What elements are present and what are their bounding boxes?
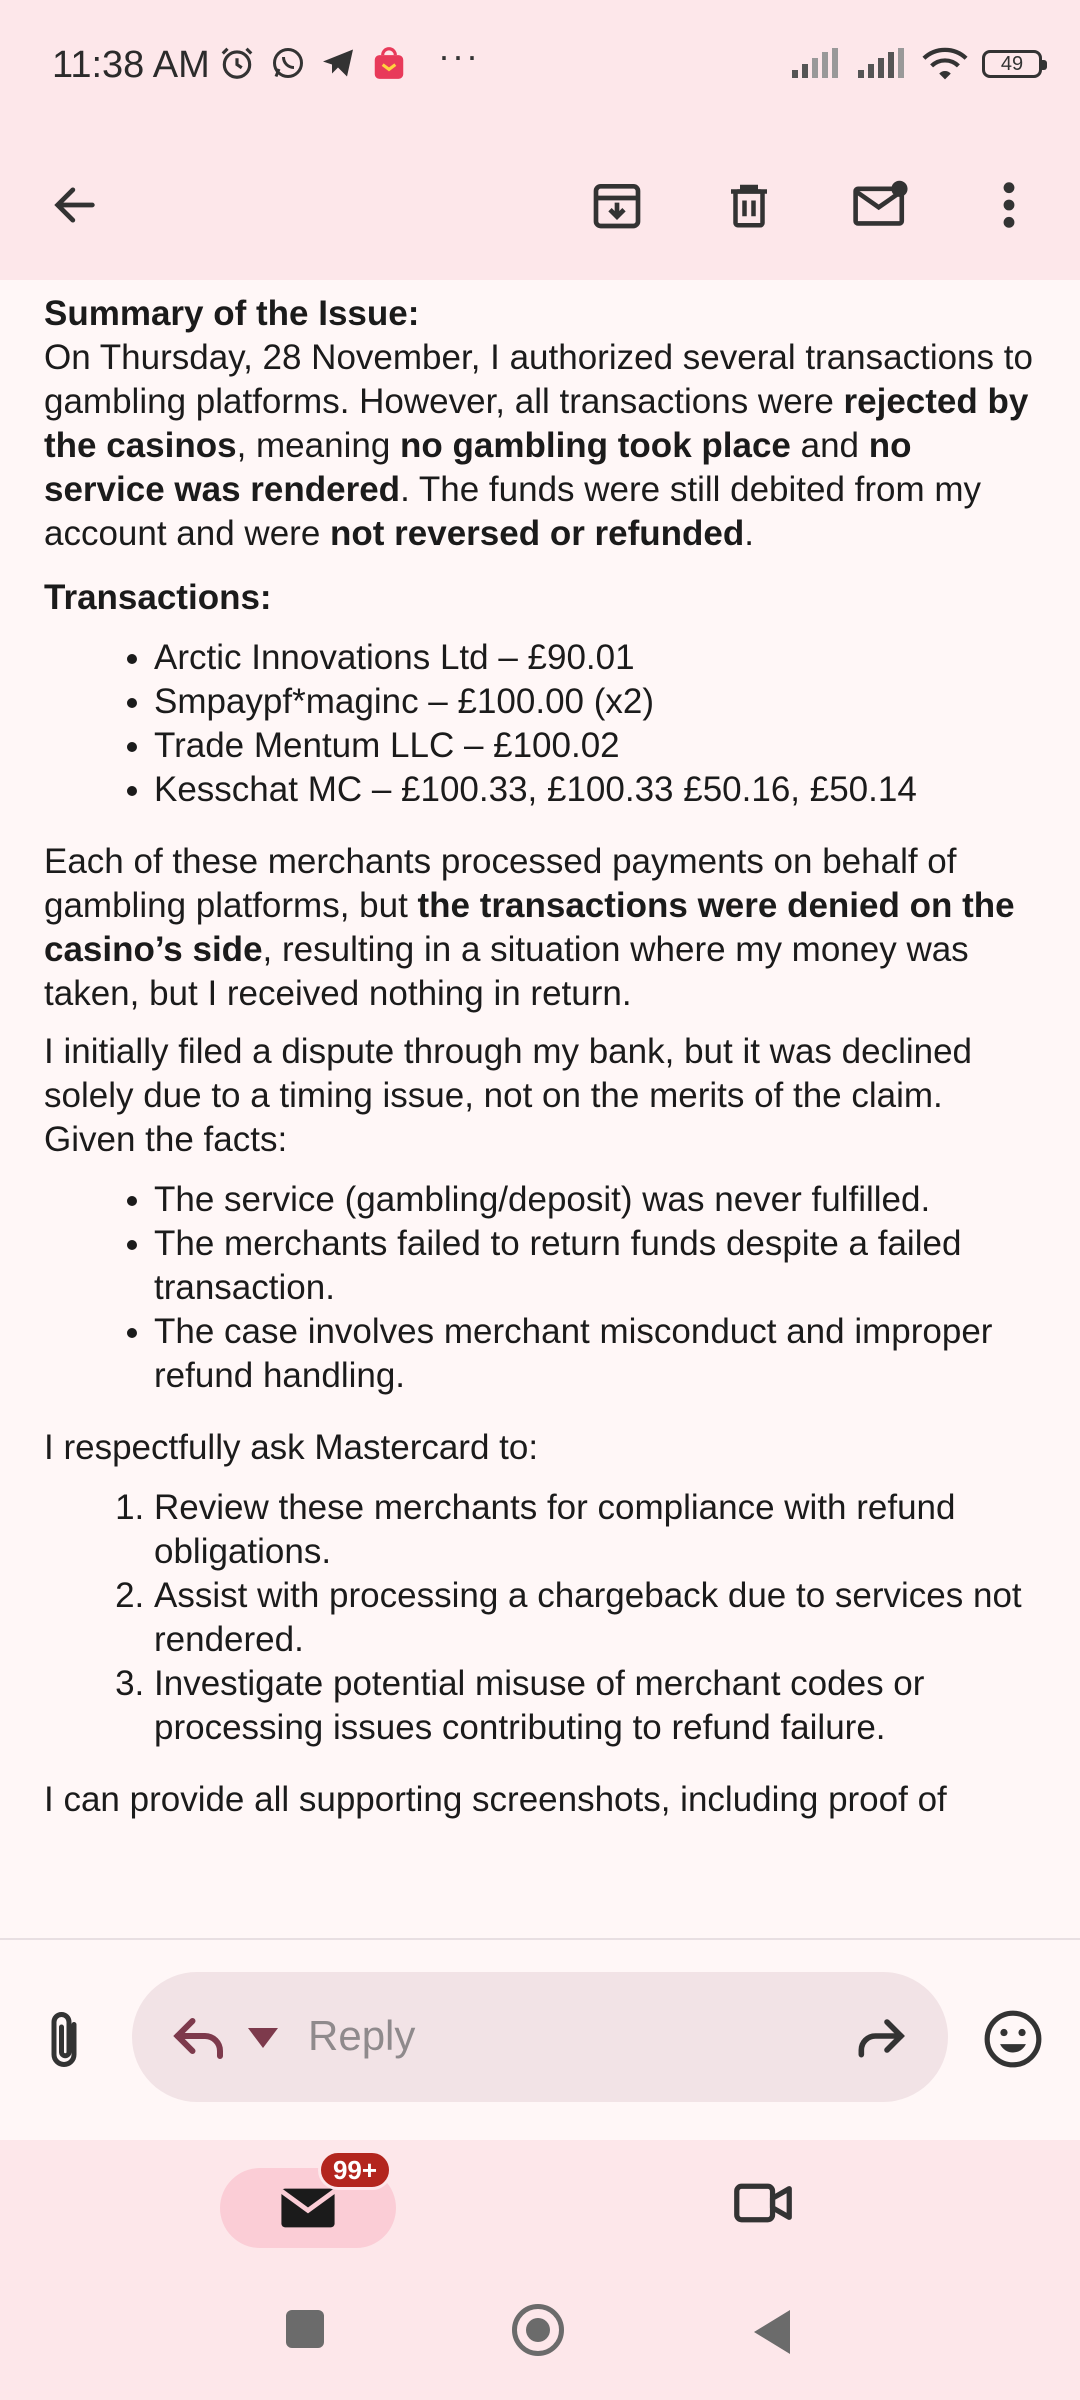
system-back-button[interactable]	[754, 2310, 790, 2354]
recent-apps-button[interactable]	[286, 2310, 324, 2348]
list-item: • The case involves merchant misconduct and improper refund handling.	[154, 1310, 1036, 1398]
emoji-button[interactable]	[982, 2008, 1044, 2075]
asks-list	[44, 1486, 1036, 1750]
whatsapp-icon	[270, 45, 306, 81]
system-status-icons	[790, 46, 1042, 82]
attach-button[interactable]	[34, 2006, 94, 2078]
back-arrow-icon	[49, 179, 101, 231]
list-item: • Kesschat MC – £100.33, £100.33 £50.16, £50.14	[154, 768, 1036, 812]
video-camera-icon	[732, 2178, 794, 2228]
transactions-list	[44, 636, 1036, 812]
list-item: • The service (gambling/deposit) was never fulfilled.	[154, 1178, 1036, 1222]
paperclip-icon	[34, 2006, 94, 2078]
reply-button[interactable]	[170, 2010, 230, 2067]
list-item: • Trade Mentum LLC – £100.02	[154, 724, 1036, 768]
forward-button[interactable]	[852, 2010, 908, 2067]
reply-placeholder: Reply	[308, 2012, 416, 2059]
battery-icon: 49	[982, 50, 1042, 78]
notification-icons	[218, 35, 480, 82]
summary-heading: Summary of the Issue:	[44, 294, 420, 333]
email-toolbar	[0, 130, 1080, 280]
list-item: • Smpaypf*maginc – £100.00 (x2)	[154, 680, 1036, 724]
home-button[interactable]	[512, 2304, 564, 2356]
telegram-icon	[320, 45, 356, 81]
list-item: 2. Assist with processing a chargeback due to services not rendered.	[154, 1574, 1036, 1662]
closing-paragraph: I can provide all supporting screenshots, including proof of	[44, 1780, 947, 1819]
list-item: 3. Investigate potential misuse of merchant codes or processing issues contributing to refund failure.	[154, 1662, 1036, 1750]
reply-bar	[0, 1940, 1080, 2140]
signal-icon	[790, 48, 842, 80]
reply-options-dropdown[interactable]	[248, 2028, 278, 2053]
status-bar	[0, 0, 1080, 130]
wifi-icon	[922, 46, 968, 82]
email-body[interactable]	[0, 280, 1080, 1940]
merchants-paragraph: Each of these merchants processed payments on behalf of gambling platforms, but the transactions were denied on the casino’s side, resulting in a situation where my money was taken, but I received nothing in return.	[44, 842, 1015, 1013]
unread-badge: 99+	[318, 2150, 392, 2190]
facts-list	[44, 1178, 1036, 1398]
transactions-heading: Transactions:	[44, 578, 272, 617]
archive-icon	[589, 177, 645, 233]
status-time: 11:38 AM	[52, 44, 210, 86]
more-options-button[interactable]	[964, 160, 1054, 250]
ask-paragraph: I respectfully ask Mastercard to:	[44, 1428, 539, 1467]
delete-button[interactable]	[704, 160, 794, 250]
forward-icon	[852, 2010, 908, 2062]
emoji-icon	[982, 2008, 1044, 2070]
list-item: • Arctic Innovations Ltd – £90.01	[154, 636, 1036, 680]
signal-icon-2	[856, 48, 908, 80]
dispute-paragraph: I initially filed a dispute through my bank, but it was declined solely due to a timing issue, not on the merits of the claim. Given the facts:	[44, 1032, 973, 1159]
bottom-navigation	[0, 2140, 1080, 2300]
delete-icon	[722, 177, 776, 233]
shopping-bag-icon	[370, 44, 408, 82]
reply-field[interactable]	[132, 1972, 948, 2102]
reply-icon	[170, 2010, 230, 2062]
summary-paragraph: Summary of the Issue: On Thursday, 28 November, I authorized several transactions to gambling platforms. However, all transactions were rejected by the casinos, meaning no gambling took place and no service was rendered. The funds were still debited from my account and were not reversed or refunded.	[44, 294, 1033, 553]
archive-button[interactable]	[572, 160, 662, 250]
meet-tab[interactable]	[732, 2178, 794, 2233]
list-item: • The merchants failed to return funds despite a failed transaction.	[154, 1222, 1036, 1310]
caret-down-icon	[248, 2028, 278, 2048]
mark-unread-icon	[851, 177, 911, 233]
list-item: 1. Review these merchants for compliance with refund obligations.	[154, 1486, 1036, 1574]
alarm-icon	[218, 44, 256, 82]
system-navigation	[0, 2300, 1080, 2400]
back-button[interactable]	[30, 160, 120, 250]
mail-icon	[279, 2186, 337, 2230]
more-vert-icon	[999, 179, 1019, 231]
mark-unread-button[interactable]	[836, 160, 926, 250]
more-notifications-icon: ···	[438, 35, 480, 76]
